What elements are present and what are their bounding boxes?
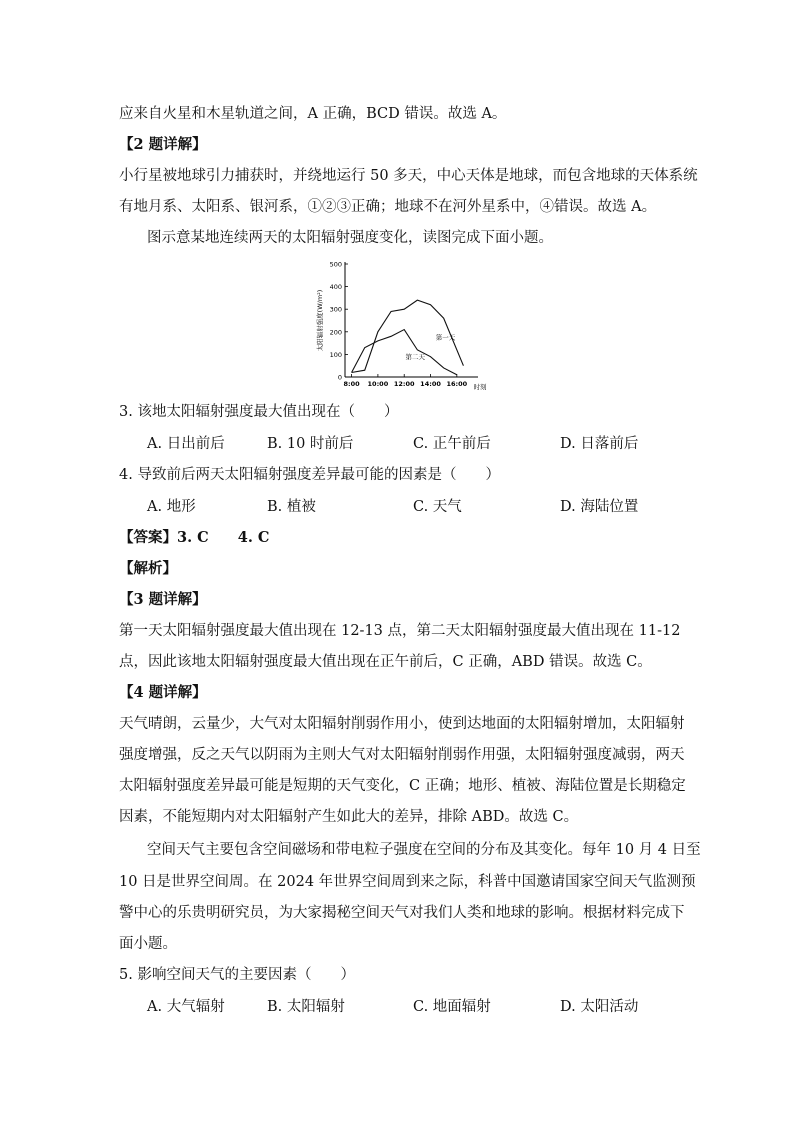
q4-detail-line-3: 太阳辐射强度差异最可能是短期的天气变化，C 正确；地形、植被、海陆位置是长期稳定 [119,778,686,794]
chart-y-tick-label: 200 [329,328,342,337]
q5-option-a: A. 大气辐射 [147,999,225,1015]
chart-y-tick-label: 300 [329,305,342,314]
q4-detail-line-2: 强度增强，反之天气以阴雨为主则大气对太阳辐射削弱作用强，太阳辐射强度减弱，两天 [119,747,685,763]
chart-x-tick-label: 8:00 [343,380,360,388]
chart-y-tick-label: 0 [337,373,342,382]
chart-x-tick-label: 10:00 [367,380,389,388]
chart-y-tick-label: 400 [329,283,342,292]
q4-option-c: C. 天气 [413,499,462,515]
space-weather-intro-line-2: 10 日是世界空间周。在 2024 年世界空间周到来之际，科普中国邀请国家空间天气监测预 [119,874,696,890]
analysis-heading: 【解析】 [119,560,177,577]
chart-y-axis-label: 太阳辐射强度(W/m²) [316,289,324,352]
q3-option-c: C. 正午前后 [413,436,491,452]
answer-line: 【答案】3. C 4. C [119,529,270,546]
chart-y-tick-label: 500 [329,260,342,269]
space-weather-intro-line-3: 警中心的乐贵明研究员，为大家揭秘空间天气对我们人类和地球的影响。根据材料完成下 [119,905,685,921]
chart-x-tick-label: 14:00 [420,380,441,388]
space-weather-intro-line-4: 面小题。 [119,936,177,952]
paragraph-q1-conclusion: 应来自火星和木星轨道之间，A 正确，BCD 错误。故选 A。 [119,106,507,122]
q4-option-d: D. 海陆位置 [560,499,639,515]
q3-option-d: D. 日落前后 [560,436,639,452]
chart-legend-day2: 第二天 [405,352,426,361]
q4-detail-line-1: 天气晴朗，云量少，大气对太阳辐射削弱作用小，使到达地面的太阳辐射增加，太阳辐射 [119,716,685,732]
q5-option-d: D. 太阳活动 [560,999,639,1015]
chart-legend-day1: 第一天 [435,333,456,342]
q4-option-b: B. 植被 [267,499,316,515]
q2-detail-heading: 【2 题详解】 [119,136,207,153]
q3-stem: 3. 该地太阳辐射强度最大值出现在（ ） [119,404,399,420]
q4-option-a: A. 地形 [147,499,196,515]
q4-detail-heading: 【4 题详解】 [119,684,207,701]
solar-radiation-chart [310,255,490,395]
space-weather-intro-line-1: 空间天气主要包含空间磁场和带电粒子强度在空间的分布及其变化。每年 10 月 4 日至 [147,842,701,858]
q4-detail-line-4: 因素，不能短期内对太阳辐射产生如此大的差异，排除 ABD。故选 C。 [119,809,579,825]
q3-detail-heading: 【3 题详解】 [119,591,207,608]
chart-intro-text: 图示意某地连续两天的太阳辐射强度变化，读图完成下面小题。 [147,230,553,246]
q3-detail-line-2: 点，因此该地太阳辐射强度最大值出现在正午前后，C 正确，ABD 错误。故选 C。 [119,654,652,670]
q2-detail-line-1: 小行星被地球引力捕获时，并绕地运行 50 多天，中心天体是地球，而包含地球的天体系统 [119,168,698,184]
chart-x-axis-label: 时刻 [473,383,487,391]
q2-detail-line-2: 有地月系、太阳系、银河系，①②③正确；地球不在河外星系中，④错误。故选 A。 [119,199,657,215]
chart-x-tick-label: 12:00 [393,380,415,388]
q5-stem: 5. 影响空间天气的主要因素（ ） [119,967,355,983]
q3-option-b: B. 10 时前后 [267,436,354,452]
q5-option-c: C. 地面辐射 [413,999,491,1015]
chart-y-tick-label: 100 [329,350,342,359]
q4-stem: 4. 导致前后两天太阳辐射强度差异最可能的因素是（ ） [119,467,500,483]
q3-detail-line-1: 第一天太阳辐射强度最大值出现在 12-13 点，第二天太阳辐射强度最大值出现在 11-12 [119,623,681,639]
q5-option-b: B. 太阳辐射 [267,999,345,1015]
chart-x-tick-label: 16:00 [446,380,468,388]
q3-option-a: A. 日出前后 [147,436,225,452]
